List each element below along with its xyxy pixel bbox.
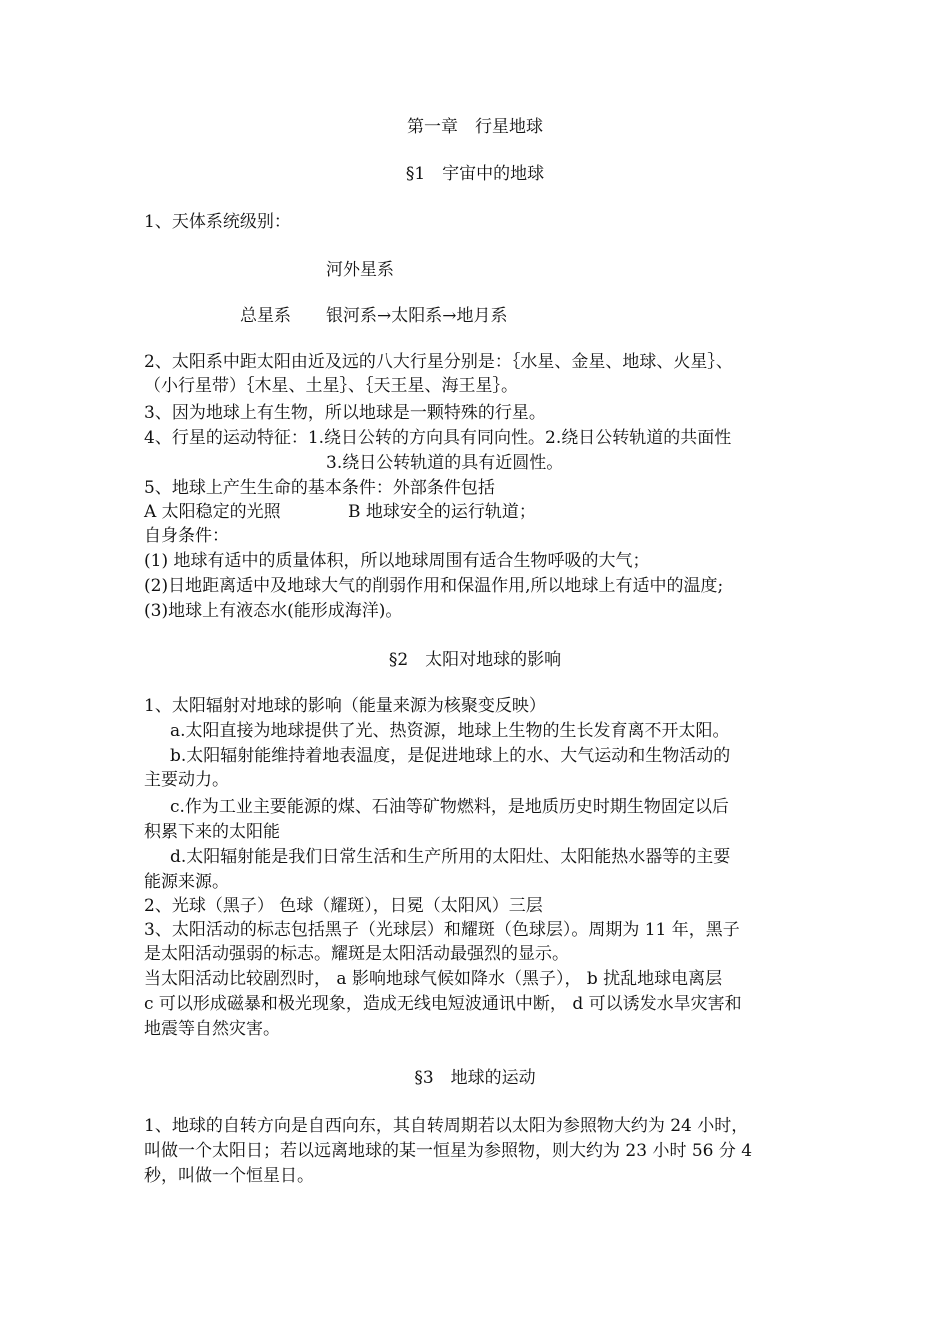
paragraph: 3.绕日公转轨道的具有近圆性。 <box>326 453 564 473</box>
chapter-title: 第一章 行星地球 <box>407 117 543 137</box>
paragraph: 积累下来的太阳能 <box>144 822 280 842</box>
section-2-heading: §2 太阳对地球的影响 <box>388 650 562 670</box>
hierarchy-chain: 银河系→太阳系→地月系 <box>326 306 508 326</box>
paragraph: 1、太阳辐射对地球的影响（能量来源为核聚变反映） <box>144 696 546 716</box>
paragraph: 地震等自然灾害。 <box>144 1019 280 1039</box>
paragraph: a.太阳直接为地球提供了光、热资源，地球上生物的生长发育离不开太阳。 <box>170 721 730 741</box>
paragraph: c.作为工业主要能源的煤、石油等矿物燃料，是地质历史时期生物固定以后 <box>170 797 729 817</box>
paragraph: 主要动力。 <box>144 770 229 790</box>
paragraph: 2、光球（黑子） 色球（耀斑），日冕（太阳风）三层 <box>144 896 543 916</box>
paragraph: 1、地球的自转方向是自西向东，其自转周期若以太阳为参照物大约为 24 小时， <box>144 1116 749 1136</box>
paragraph: b.太阳辐射能维持着地表温度，是促进地球上的水、大气运动和生物活动的 <box>170 746 731 766</box>
paragraph: c 可以形成磁暴和极光现象，造成无线电短波通讯中断， d 可以诱发水旱灾害和 <box>144 994 742 1014</box>
paragraph: 1、天体系统级别： <box>144 212 291 232</box>
paragraph: d.太阳辐射能是我们日常生活和生产所用的太阳灶、太阳能热水器等的主要 <box>170 847 731 867</box>
hierarchy-top: 河外星系 <box>326 260 394 280</box>
paragraph: 是太阳活动强弱的标志。耀斑是太阳活动最强烈的显示。 <box>144 944 569 964</box>
paragraph: 叫做一个太阳日；若以远离地球的某一恒星为参照物，则大约为 23 小时 56 分 4 <box>144 1141 753 1161</box>
hierarchy-left: 总星系 <box>240 306 291 326</box>
section-1-heading: §1 宇宙中的地球 <box>405 164 545 184</box>
paragraph: 自身条件： <box>144 526 229 546</box>
paragraph: 4、行星的运动特征：1.绕日公转的方向具有同向性。2.绕日公转轨道的共面性 <box>144 428 732 448</box>
section-3-heading: §3 地球的运动 <box>414 1068 536 1088</box>
paragraph: 能源来源。 <box>144 872 229 892</box>
paragraph: 当太阳活动比较剧烈时， a 影响地球气候如降水（黑子）， b 扰乱地球电离层 <box>144 969 723 989</box>
list-item: (2)日地距离适中及地球大气的削弱作用和保温作用,所以地球上有适中的温度; <box>144 576 724 596</box>
paragraph: 秒，叫做一个恒星日。 <box>144 1166 314 1186</box>
paragraph: 5、地球上产生生命的基本条件：外部条件包括 <box>144 478 495 498</box>
paragraph: A 太阳稳定的光照 <box>144 502 281 522</box>
list-item: (3)地球上有液态水(能形成海洋)。 <box>144 601 403 621</box>
paragraph: （小行星带）｛木星、土星｝、｛天王星、海王星｝。 <box>144 376 518 396</box>
paragraph: 3、太阳活动的标志包括黑子（光球层）和耀斑（色球层）。周期为 11 年，黑子 <box>144 920 740 940</box>
paragraph: 3、因为地球上有生物，所以地球是一颗特殊的行星。 <box>144 403 546 423</box>
paragraph: B 地球安全的运行轨道； <box>348 502 536 522</box>
paragraph: 2、太阳系中距太阳由近及远的八大行星分别是：｛水星、金星、地球、火星｝、 <box>144 352 733 372</box>
list-item: (1) 地球有适中的质量体积，所以地球周围有适合生物呼吸的大气； <box>144 551 650 571</box>
